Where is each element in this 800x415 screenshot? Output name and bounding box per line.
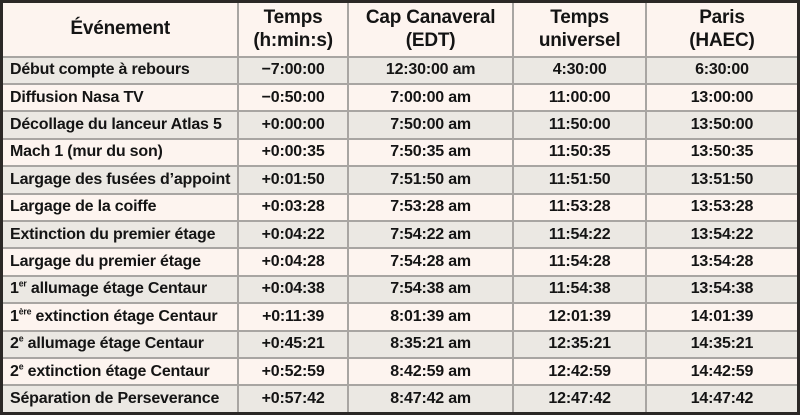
cape-canaveral-time-cell: 8:42:59 am [348, 358, 514, 385]
paris-time-cell: 14:01:39 [646, 303, 799, 330]
universal-time-cell: 12:01:39 [513, 303, 645, 330]
cape-canaveral-time-cell: 7:00:00 am [348, 84, 514, 111]
universal-time-cell: 11:54:22 [513, 221, 645, 248]
paris-time-cell: 13:53:28 [646, 194, 799, 221]
table-row [2, 221, 799, 248]
column-header-edt: Cap Canaveral (EDT) [348, 2, 514, 57]
event-cell: Séparation de Perseverance [2, 385, 239, 413]
header-row [2, 2, 799, 57]
column-header-time-rel: Temps (h:min:s) [238, 2, 347, 57]
paris-time-cell: 13:54:28 [646, 248, 799, 275]
event-cell: 2e allumage étage Centaur [2, 331, 239, 358]
relative-time-cell: +0:03:28 [238, 194, 347, 221]
event-cell: Mach 1 (mur du son) [2, 139, 239, 166]
paris-time-cell: 13:54:38 [646, 276, 799, 303]
universal-time-cell: 11:00:00 [513, 84, 645, 111]
paris-time-cell: 13:50:35 [646, 139, 799, 166]
cape-canaveral-time-cell: 7:53:28 am [348, 194, 514, 221]
universal-time-cell: 11:54:28 [513, 248, 645, 275]
cape-canaveral-time-cell: 7:54:22 am [348, 221, 514, 248]
paris-time-cell: 14:42:59 [646, 358, 799, 385]
universal-time-cell: 11:54:38 [513, 276, 645, 303]
universal-time-cell: 11:51:50 [513, 166, 645, 193]
table-row [2, 139, 799, 166]
universal-time-cell: 11:50:00 [513, 111, 645, 138]
relative-time-cell: +0:57:42 [238, 385, 347, 413]
universal-time-cell: 12:42:59 [513, 358, 645, 385]
paris-time-cell: 13:51:50 [646, 166, 799, 193]
paris-time-cell: 13:00:00 [646, 84, 799, 111]
event-cell: 1er allumage étage Centaur [2, 276, 239, 303]
table-row [2, 57, 799, 84]
table-row [2, 385, 799, 413]
table-body [2, 57, 799, 414]
cape-canaveral-time-cell: 7:54:28 am [348, 248, 514, 275]
cape-canaveral-time-cell: 12:30:00 am [348, 57, 514, 84]
relative-time-cell: +0:01:50 [238, 166, 347, 193]
relative-time-cell: +0:04:28 [238, 248, 347, 275]
table-row [2, 303, 799, 330]
paris-time-cell: 14:35:21 [646, 331, 799, 358]
universal-time-cell: 12:35:21 [513, 331, 645, 358]
table-row [2, 111, 799, 138]
cape-canaveral-time-cell: 7:51:50 am [348, 166, 514, 193]
relative-time-cell: +0:00:35 [238, 139, 347, 166]
table-row [2, 331, 799, 358]
table-row [2, 194, 799, 221]
cape-canaveral-time-cell: 7:50:35 am [348, 139, 514, 166]
event-cell: 1ère extinction étage Centaur [2, 303, 239, 330]
paris-time-cell: 13:50:00 [646, 111, 799, 138]
cape-canaveral-time-cell: 8:35:21 am [348, 331, 514, 358]
table-row [2, 358, 799, 385]
event-cell: Décollage du lanceur Atlas 5 [2, 111, 239, 138]
cape-canaveral-time-cell: 7:50:00 am [348, 111, 514, 138]
relative-time-cell: +0:45:21 [238, 331, 347, 358]
table-row [2, 84, 799, 111]
relative-time-cell: +0:11:39 [238, 303, 347, 330]
cape-canaveral-time-cell: 8:47:42 am [348, 385, 514, 413]
universal-time-cell: 12:47:42 [513, 385, 645, 413]
relative-time-cell: +0:52:59 [238, 358, 347, 385]
relative-time-cell: +0:04:22 [238, 221, 347, 248]
column-header-utc: Temps universel [513, 2, 645, 57]
relative-time-cell: −0:50:00 [238, 84, 347, 111]
event-cell: Diffusion Nasa TV [2, 84, 239, 111]
column-header-paris: Paris (HAEC) [646, 2, 799, 57]
table-row [2, 166, 799, 193]
event-cell: Début compte à rebours [2, 57, 239, 84]
universal-time-cell: 11:50:35 [513, 139, 645, 166]
event-cell: Largage du premier étage [2, 248, 239, 275]
event-cell: Largage de la coiffe [2, 194, 239, 221]
paris-time-cell: 6:30:00 [646, 57, 799, 84]
paris-time-cell: 14:47:42 [646, 385, 799, 413]
table-row [2, 276, 799, 303]
paris-time-cell: 13:54:22 [646, 221, 799, 248]
event-cell: Extinction du premier étage [2, 221, 239, 248]
relative-time-cell: +0:00:00 [238, 111, 347, 138]
event-cell: Largage des fusées d’appoint [2, 166, 239, 193]
universal-time-cell: 11:53:28 [513, 194, 645, 221]
table-header [2, 2, 799, 57]
event-cell: 2e extinction étage Centaur [2, 358, 239, 385]
relative-time-cell: −7:00:00 [238, 57, 347, 84]
cape-canaveral-time-cell: 8:01:39 am [348, 303, 514, 330]
relative-time-cell: +0:04:38 [238, 276, 347, 303]
column-header-event: Événement [2, 2, 239, 57]
cape-canaveral-time-cell: 7:54:38 am [348, 276, 514, 303]
universal-time-cell: 4:30:00 [513, 57, 645, 84]
table-row [2, 248, 799, 275]
